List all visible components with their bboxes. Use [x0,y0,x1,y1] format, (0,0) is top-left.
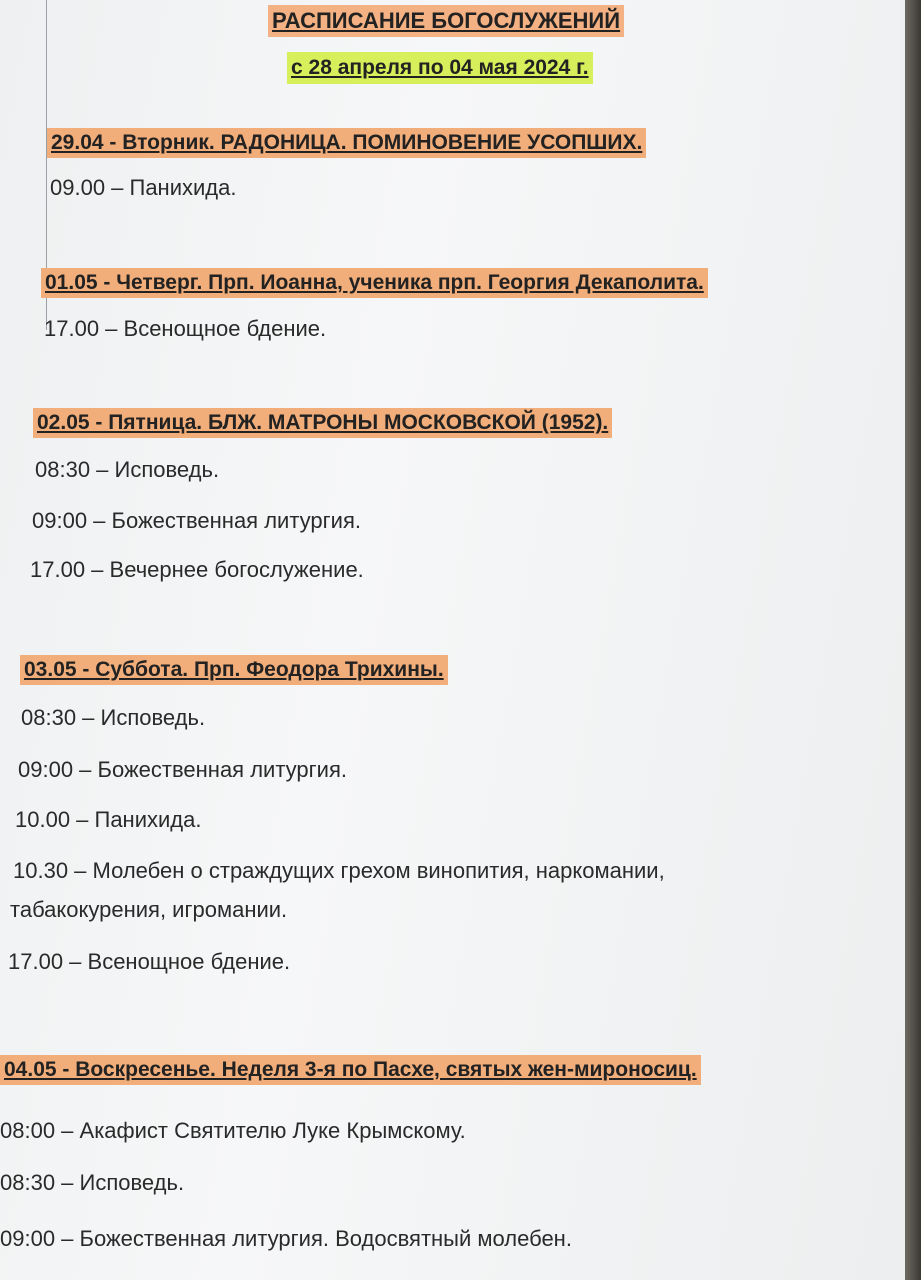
service-line: 09:00 – Божественная литургия. [18,757,347,782]
day-heading: 29.04 - Вторник. РАДОНИЦА. ПОМИНОВЕНИЕ УСОПШИХ. [47,128,646,158]
service-line: 10.00 – Панихида. [15,807,202,832]
service-line: 08:30 – Исповедь. [0,1170,185,1195]
service-line: табакокурения, игромании. [10,897,288,922]
service-line: 08:30 – Исповедь. [35,457,220,482]
day-heading: 04.05 - Воскресенье. Неделя 3-я по Пасхе, святых жен-мироносиц. [0,1055,701,1085]
day-heading: 02.05 - Пятница. БЛЖ. МАТРОНЫ МОСКОВСКОЙ (1952). [33,408,612,438]
period-subtitle: с 28 апреля по 04 мая 2024 г. [287,52,593,84]
service-line: 08:00 – Акафист Святителю Луке Крымскому. [0,1118,466,1143]
page-title: РАСПИСАНИЕ БОГОСЛУЖЕНИЙ [268,5,624,37]
service-line: 10.30 – Молебен о страждущих грехом винопития, наркомании, [13,858,665,883]
service-line: 08:30 – Исповедь. [21,705,206,730]
service-line: 17.00 – Всенощное бдение. [8,949,291,974]
service-line: 09.00 – Панихида. [50,175,237,200]
day-heading: 03.05 - Суббота. Прп. Феодора Трихины. [20,655,448,685]
page-edge [905,0,921,1280]
service-line: 17.00 – Всенощное бдение. [44,316,327,341]
service-line: 09:00 – Божественная литургия. Водосвятный молебен. [0,1226,572,1251]
service-line: 17.00 – Вечернее богослужение. [30,557,364,582]
day-heading: 01.05 - Четверг. Прп. Иоанна, ученика прп. Георгия Декаполита. [41,268,708,298]
service-line: 09:00 – Божественная литургия. [32,508,361,533]
